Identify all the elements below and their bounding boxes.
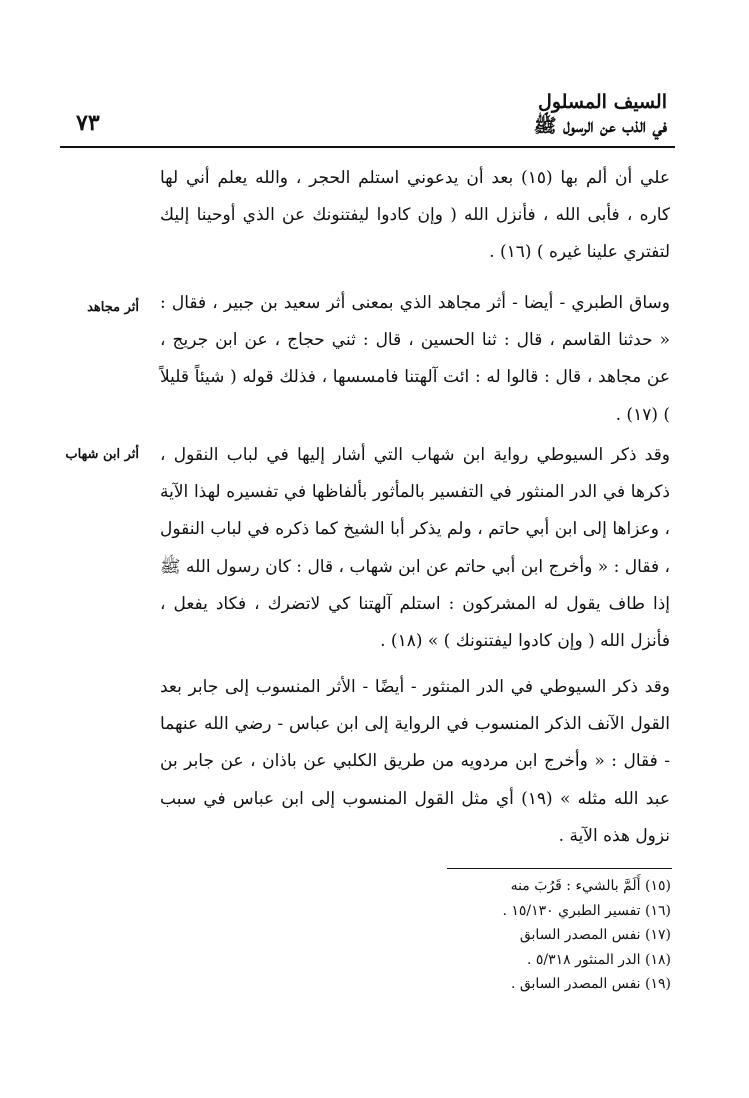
book-title-line1: السيف المسلول xyxy=(538,91,667,113)
paragraph-3-text: وقد ذكر السيوطي رواية ابن شهاب التي أشار إليها في لباب النقول ، ذكرها في الدر المنثور في التفسير بالمأثور بألفاظها في تفسيره لهذا الآية ، وعزاها إلى ابن أبي حاتم ، ولم يذكر أبا الشيخ كما ذكره في لباب النقول ، فقال : « وأخرج ابن أبي حاتم عن ابن شهاب ، قال : كان رسول الله ﷺ إذا طاف يقول له المشركون : استلم آلهتنا كي لاتضرك ، فكاد يفعل ، فأنزل الله ( وإن كادوا ليفتنونك ) » (١٨) . xyxy=(160,445,670,652)
side-note-ibn-shihab: أثر ابن شهاب xyxy=(65,447,139,462)
paragraph-1 xyxy=(160,160,670,272)
page-number: ٧٣ xyxy=(76,110,100,136)
paragraph-2-text: وساق الطبري - أيضا - أثر مجاهد الذي بمعنى أثر سعيد بن جبير ، فقال : « حدثنا القاسم ، قال : ثنا الحسين ، قال : ثني حجاج ، عن ابن جريج ، عن مجاهد ، قال : قالوا له : ائت آلهتنا فامسسها ، فذلك قوله ( شيئاً قليلاً ) (١٧) . xyxy=(160,293,670,425)
footnote-18: (١٨) الدر المنثور ٥/٣١٨ . xyxy=(527,951,671,968)
footnotes xyxy=(351,874,671,997)
paragraph-4-text: وقد ذكر السيوطي في الدر المنثور - أيضًا - الأثر المنسوب إلى جابر بعد القول الآنف الذكر المنسوب في الرواية إلى ابن عباس - رضي الله عنهما - فقال : « وأخرج ابن مردويه من طريق الكلبي عن باذان ، عن جابر بن عبد الله مثله » (١٩) أي مثل القول المنسوب إلى ابن عباس في سبب نزول هذه الآية . xyxy=(160,677,670,846)
footnote-rule xyxy=(447,868,672,869)
paragraph-1-text: علي أن ألم بها (١٥) بعد أن يدعوني استلم الحجر ، والله يعلم أني لها كاره ، فأبى الله ، فأنزل الله ( وإن كادوا ليفتنونك عن الذي أوحينا إليك لتفتري علينا غيره ) (١٦) . xyxy=(160,168,670,263)
footnote-19: (١٩) نفس المصدر السابق . xyxy=(510,976,671,992)
footnote-16: (١٦) تفسير الطبري ١٥/١٣٠ . xyxy=(502,902,671,919)
paragraph-2 xyxy=(160,285,670,434)
footnote-17: (١٧) نفس المصدر السابق xyxy=(519,927,671,943)
book-title xyxy=(367,90,667,138)
footnote-15: (١٥) أَلَمَّ بالشيء : قَرُبَ منه xyxy=(510,878,671,894)
side-note-mujahid: أثر مجاهد xyxy=(87,300,139,315)
book-title-line2: في الذب عن الرسول ﷺ xyxy=(533,115,667,137)
paragraph-3 xyxy=(160,437,670,660)
header-rule xyxy=(60,146,675,148)
paragraph-4 xyxy=(160,669,670,855)
